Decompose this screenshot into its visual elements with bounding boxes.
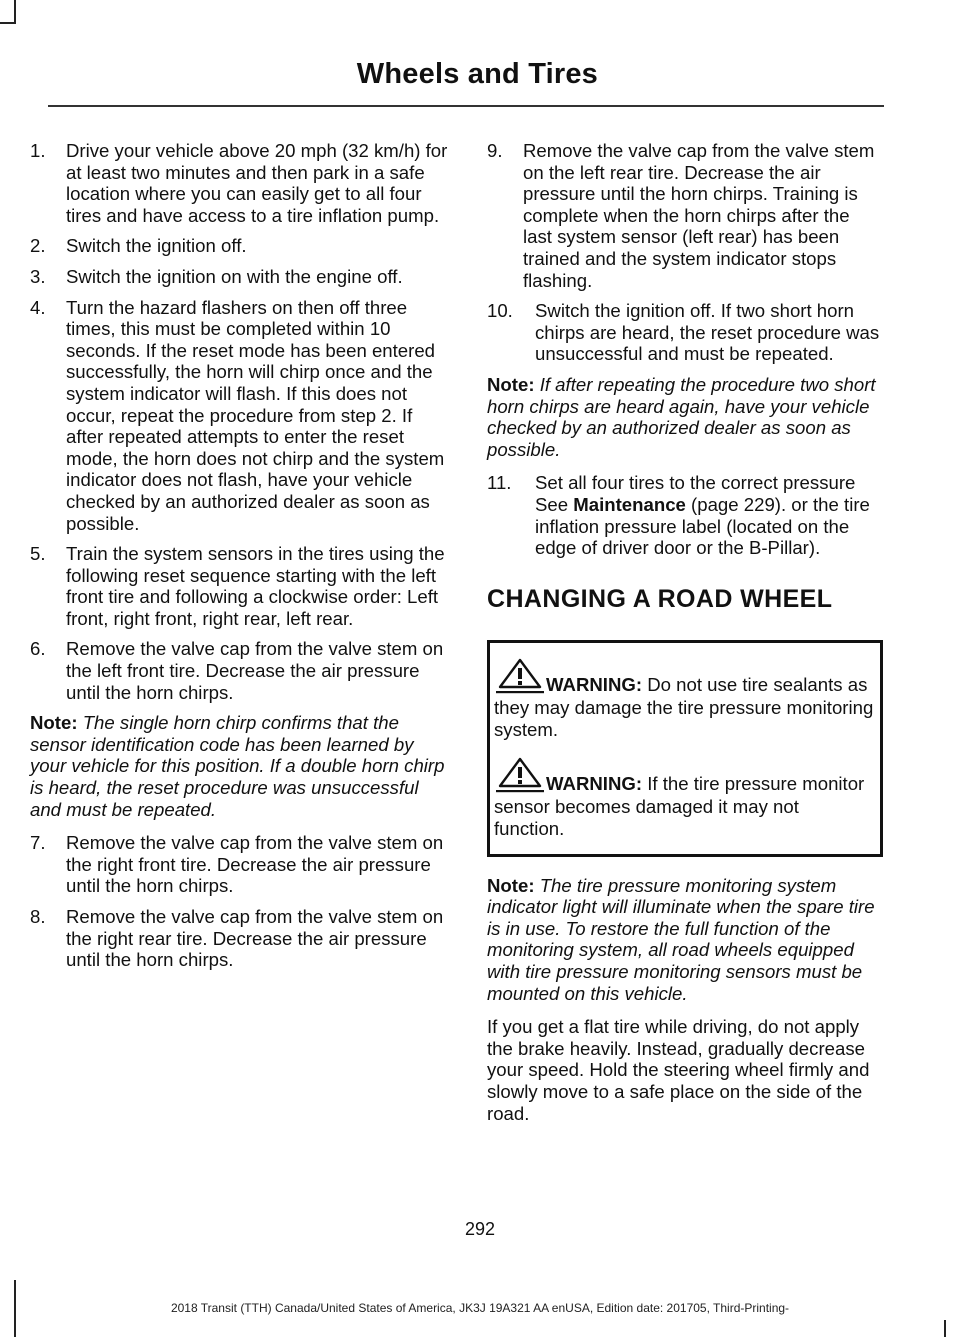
- crop-mark-top-left-horizontal: [0, 22, 16, 24]
- list-item: 10. Switch the ignition off. If two short horn chirps are heard, the reset procedure was unsuccessful and must be repeated.: [487, 300, 880, 365]
- header-rule: [48, 105, 884, 107]
- list-item: 3. Switch the ignition on with the engine off.: [30, 265, 403, 287]
- body-paragraph: If you get a flat tire while driving, do not apply the brake heavily. Instead, gradually decrease your speed. Hold the steering wheel firmly and slowly move to a safe place on the side of the road.: [487, 1016, 870, 1124]
- warning-item: WARNING: Do not use tire sealants as they may damage the tire pressure monitoring system.: [494, 657, 874, 740]
- warning-box: [487, 640, 883, 856]
- page-header-title: Wheels and Tires: [356, 58, 598, 90]
- list-item: 5. Train the system sensors in the tires using the following reset sequence starting with the left front tire and following a clockwise order: Left front, right front, right rear, left rear.: [30, 543, 445, 629]
- warning-triangle-icon: [494, 657, 546, 697]
- list-item: 9. Remove the valve cap from the valve stem on the left rear tire. Decrease the air pressure until the horn chirps. Training is complete when the horn chirps after the last system sensor (left rear) has been trained and the system indicator stops flashing.: [487, 140, 875, 291]
- list-item: 7. Remove the valve cap from the valve stem on the right front tire. Decrease the air pressure until the horn chirps.: [30, 832, 444, 897]
- list-item: 4. Turn the hazard flashers on then off three times, this must be completed within 10 seconds. If the reset mode has been entered successfully, the horn will chirp once and the system indicator will flash. If this does not occur, repeat the procedure from step 2. If after repeated attempts to enter the reset mode, the horn does not chirp and the system indicator does not flash, have your vehicle checked by an authorized dealer as soon as possible.: [30, 296, 445, 534]
- section-title: CHANGING A ROAD WHEEL: [487, 584, 833, 613]
- footer-text: 2018 Transit (TTH) Canada/United States of America, JK3J 19A321 AA enUSA, Edition date: 201705, Third-Printing-: [170, 1301, 790, 1315]
- note-paragraph: Note: The single horn chirp confirms that the sensor identification code has been learned by your vehicle for this position. If a double horn chirp is heard, the reset procedure was unsuccessful and must be repeated.: [30, 712, 445, 820]
- list-item: 11. Set all four tires to the correct pressure See Maintenance (page 229). or the tire inflation pressure label (located on the edge of driver door or the B-Pillar).: [487, 472, 870, 559]
- note-paragraph: Note: If after repeating the procedure two short horn chirps are heard again, have your vehicle checked by an authorized dealer as soon as possible.: [487, 373, 876, 460]
- warning-item: WARNING: If the tire pressure monitor sensor becomes damaged it may not function.: [494, 756, 874, 839]
- maintenance-cross-reference[interactable]: Maintenance: [573, 493, 686, 515]
- page-number: 292: [464, 1219, 496, 1239]
- list-item: 8. Remove the valve cap from the valve stem on the right rear tire. Decrease the air pressure until the horn chirps.: [30, 906, 444, 971]
- note-paragraph: Note: The tire pressure monitoring system indicator light will illuminate when the spare tire is in use. To restore the full function of the monitoring system, all road wheels equipped with tire pressure monitoring sensors must be mounted on this vehicle.: [487, 874, 875, 1004]
- right-column: [487, 140, 883, 1134]
- list-item: 6. Remove the valve cap from the valve stem on the left front tire. Decrease the air pressure until the horn chirps.: [30, 638, 444, 703]
- warning-triangle-icon: [494, 756, 546, 796]
- left-column: [30, 140, 448, 980]
- crop-mark-top-left-vertical: [14, 0, 16, 22]
- crop-mark-bottom-right-vertical: [944, 1320, 946, 1337]
- list-item: 1. Drive your vehicle above 20 mph (32 km/h) for at least two minutes and then park in a safe location where you can easily get to all four tires and have access to a tire inflation pump.: [30, 140, 448, 226]
- list-item: 2. Switch the ignition off.: [30, 235, 247, 257]
